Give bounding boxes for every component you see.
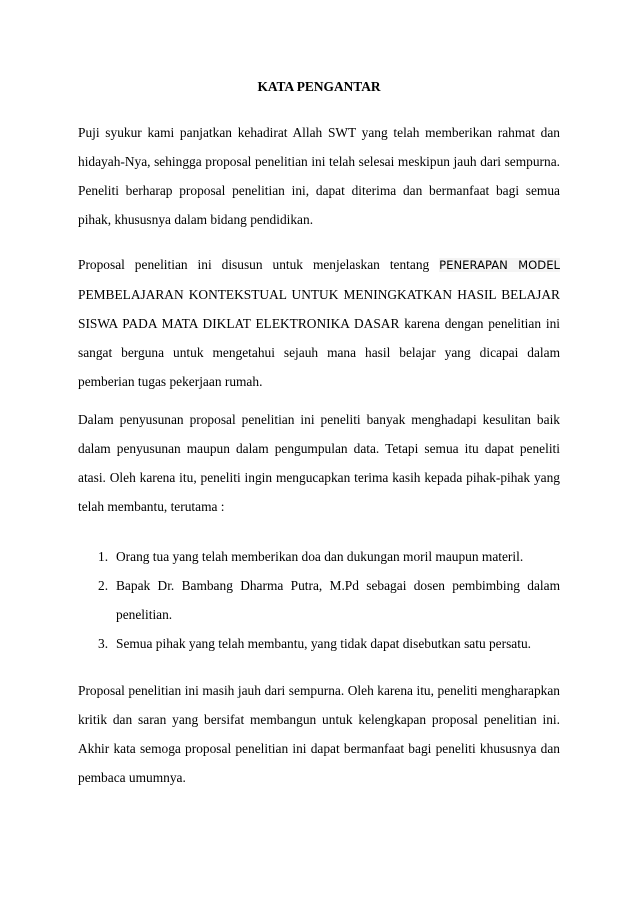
- paragraph-intro: Puji syukur kami panjatkan kehadirat Allah SWT yang telah memberikan rahmat dan hidayah-Nya, sehingga proposal penelitian ini telah selesai meskipun jauh dari sempurna. Peneliti berharap proposal penelitian ini, dapat diterima dan bermanfaat bagi semua pihak, khususnya dalam bidang pendidikan.: [78, 125, 560, 227]
- list-text: Semua pihak yang telah membantu, yang tidak dapat disebutkan satu persatu.: [116, 636, 531, 651]
- list-item: [78, 571, 560, 629]
- list-number: 1.: [98, 549, 109, 564]
- list-number: 2.: [98, 578, 109, 593]
- list-text: Bapak Dr. Bambang Dharma Putra, M.Pd sebagai dosen pembimbing dalam penelitian.: [116, 578, 560, 622]
- list-item: [78, 542, 560, 571]
- paragraph-topic: [78, 250, 560, 396]
- list-number: 3.: [98, 636, 109, 651]
- topic-highlight: PENERAPAN MODEL: [439, 258, 560, 272]
- topic-title: PEMBELAJARAN KONTEKSTUAL UNTUK MENINGKATKAN HASIL BELAJAR SISWA PADA MATA DIKLAT ELEKTRONIKA DASAR: [78, 287, 560, 331]
- paragraph-topic-lead: Proposal penelitian ini disusun untuk menjelaskan tentang: [78, 257, 440, 272]
- paragraph-closing: Proposal penelitian ini masih jauh dari sempurna. Oleh karena itu, peneliti mengharapkan kritik dan saran yang bersifat membangun untuk kelengkapan proposal penelitian ini. Akhir kata semoga proposal penelitian ini dapat bermanfaat bagi peneliti khususnya dan pembaca umumnya.: [78, 683, 560, 785]
- list-item: [78, 629, 560, 658]
- paragraph-acknowledgement: Dalam penyusunan proposal penelitian ini peneliti banyak menghadapi kesulitan baik dalam penyusunan maupun dalam pengumpulan data. Tetapi semua itu dapat peneliti atasi. Oleh karena itu, peneliti ingin mengucapkan terima kasih kepada pihak-pihak yang telah membantu, terutama :: [78, 412, 560, 514]
- paragraph-topic-tail: karena dengan penelitian ini sangat berguna untuk mengetahui sejauh mana hasil belajar yang dicapai dalam pemberian tugas pekerjaan rumah.: [78, 316, 560, 389]
- list-text: Orang tua yang telah memberikan doa dan dukungan moril maupun materil.: [116, 549, 524, 564]
- thanks-list: [78, 542, 560, 658]
- page-title: KATA PENGANTAR: [257, 79, 381, 94]
